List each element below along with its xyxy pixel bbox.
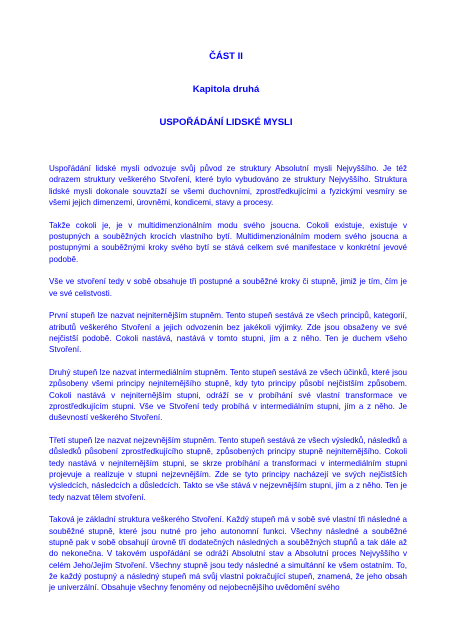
- paragraph: Taková je základní struktura veškerého Stvoření. Každý stupeň má v sobě své vlastní tři následné a souběžné stupně, které jsou nutné pro jeho autonomní funkci. Všechny následné a souběžné stupně pak v sobě obsahují úrovně tří dodatečných následných a souběžných stupňů a tak dále až do nekonečna. V takovém uspořádání se odráží Absolutní stav a Absolutní proces Nejvyššího v celém Jeho/Jejím Stvoření. Všechny stupně jsou tedy následné a simultánní ke všem ostatním. To, že každý postupný a následný stupeň má svůj vlastní pokračující stupeň, znamená, že jeho obsah je univerzální. Obsahuje všechny fenomény od nejobecnějšího uvědomění svého: [49, 515, 407, 593]
- paragraph: Uspořádání lidské mysli odvozuje svůj původ ze struktury Absolutní mysli Nejvyššího. Je též odrazem struktury veškerého Stvoření, které bylo vybudováno ze struktury Nejvyššího. Struktura lidské mysli dokonale souvztaží se všemi duchovními, zprostředkujícími a fyzickými vesmíry se všemi jejich dimenzemi, úrovněmi, kondicemi, stavy a procesy.: [49, 164, 407, 207]
- paragraph: Třetí stupeň lze nazvat nejzevnějším stupněm. Tento stupeň sestává ze všech výsledků, následků a důsledků působení zprostředkujícího stupně, způsobených principy stupně nejniternějšího. Cokoli tedy nastává v nejniternějším stupni, se skrze probíhání a transformaci v intermediálním stupni projevuje a realizuje v stupni nejzevnějším. Zde se tyto principy nacházejí ve svých nejčistších výsledcích, následcích a důsledcích. Takto se vše stává v nejzevnějším stupni, jím a z něho. Ten je tedy nazvat tělem stvoření.: [49, 436, 407, 502]
- paragraph: První stupeň lze nazvat nejniternějším stupněm. Tento stupeň sestává ze všech principů, kategorií, atributů veškerého Stvoření a jejich odvozenin bez jakékoli výjimky. Zde jsou obsaženy ve své nejčistší podobě. Cokoli nastává, nastává v tomto stupni, jím a z něho. Ten je duchem všeho Stvoření.: [49, 311, 407, 355]
- chapter-heading: Kapitola druhá: [192, 84, 260, 95]
- chapter-title: USPOŘÁDÁNÍ LIDSKÉ MYSLI: [159, 117, 293, 128]
- part-heading: ČÁST II: [209, 51, 243, 62]
- paragraph: Vše ve stvoření tedy v sobě obsahuje tři postupné a souběžné kroky či stupně, jimiž je tím, čím je ve své celistvosti.: [49, 277, 407, 298]
- paragraph: Takže cokoli je, je v multidimenzionálním modu svého jsoucna. Cokoli existuje, existuje v postupných a souběžných krocích vlastního bytí. Multidimenzionálním modem svého jsoucna a postupnými a souběžnými kroky svého bytí se stává celkem své manifestace v konkrétní jevové podobě.: [49, 220, 407, 264]
- body-text: [49, 163, 407, 605]
- paragraph: Druhý stupeň lze nazvat intermediálním stupněm. Tento stupeň sestává ze všech účinků, které jsou způsobeny všemi principy nejniternějšího stupně, kdy tyto principy působí nejčistším způsobem. Cokoli nastává v nejniternějším stupni, odráží se v probíhání své vlastní transformace ve zprostředkujícím stupni. Vše ve Stvoření tedy probíhá v intermediálním stupni, jím a z něho. Je duševností veškerého Stvoření.: [49, 368, 407, 423]
